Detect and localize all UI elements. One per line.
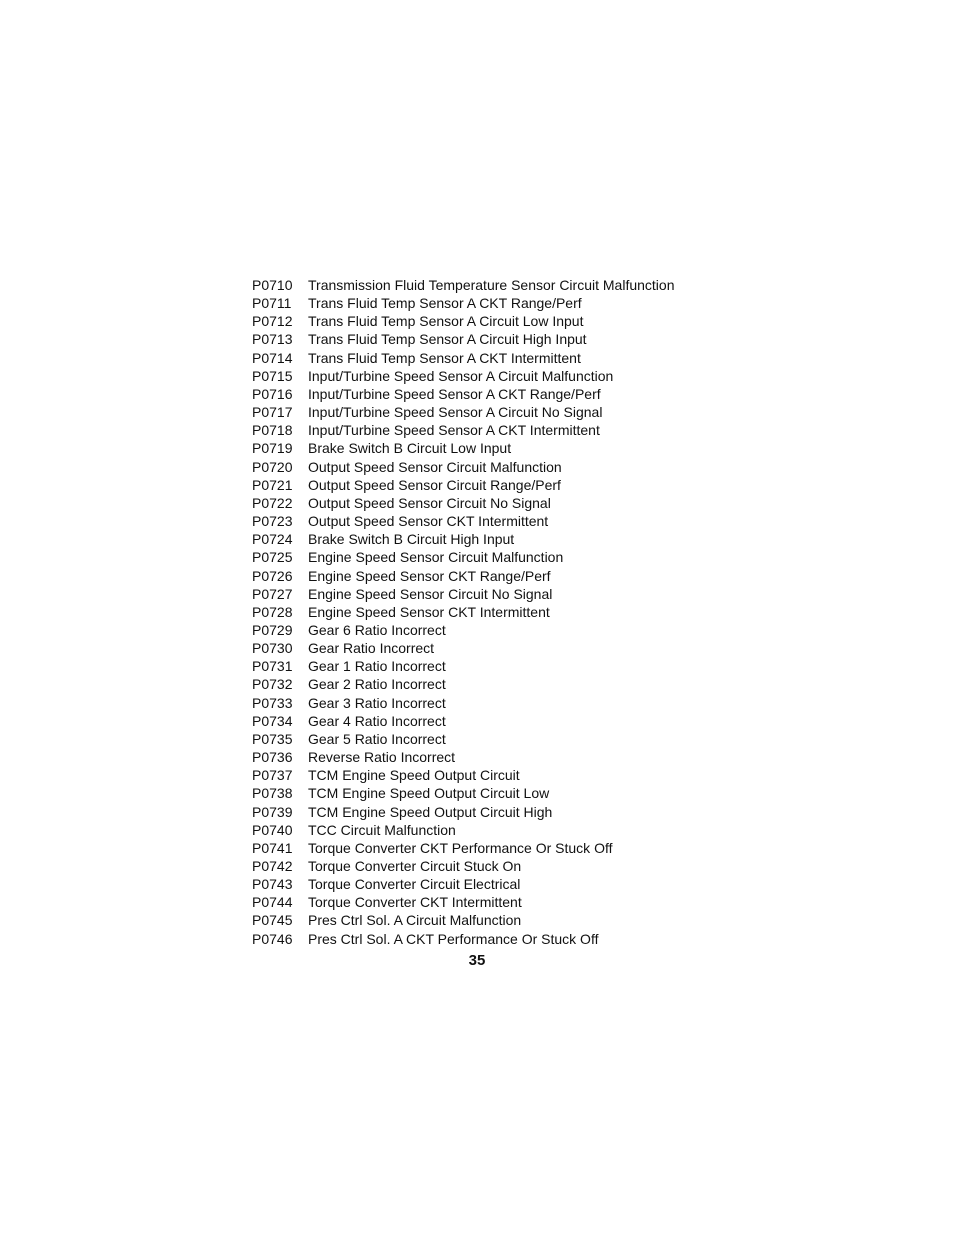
code-description: Gear 1 Ratio Incorrect (308, 658, 446, 675)
code-id: P0735 (252, 730, 293, 747)
code-row (252, 730, 772, 748)
code-row (252, 603, 772, 621)
code-id: P0714 (252, 349, 293, 366)
code-id: P0743 (252, 876, 293, 893)
code-row (252, 911, 772, 929)
code-id: P0725 (252, 549, 293, 566)
code-description: Torque Converter Circuit Stuck On (308, 858, 522, 874)
code-row (252, 349, 772, 367)
code-row (252, 766, 772, 784)
code-description: Torque Converter CKT Intermittent (308, 894, 522, 911)
code-id: P0716 (252, 385, 293, 402)
code-id: P0738 (252, 785, 293, 802)
code-row (252, 930, 772, 948)
code-row (252, 439, 772, 457)
code-description: Pres Ctrl Sol. A CKT Performance Or Stuck Off (308, 930, 599, 947)
code-id: P0737 (252, 767, 293, 784)
code-id: P0727 (252, 585, 293, 602)
code-description: Transmission Fluid Temperature Sensor Circuit Malfunction (308, 277, 675, 293)
code-description: Output Speed Sensor Circuit No Signal (308, 494, 551, 511)
code-row (252, 494, 772, 512)
code-row (252, 458, 772, 476)
code-row (252, 530, 772, 548)
code-description: Torque Converter CKT Performance Or Stuck Off (308, 839, 613, 856)
code-row (252, 893, 772, 911)
code-row (252, 621, 772, 639)
code-id: P0731 (252, 658, 293, 675)
code-id: P0741 (252, 839, 293, 856)
code-id: P0713 (252, 331, 293, 348)
code-description: Reverse Ratio Incorrect (308, 749, 456, 766)
code-id: P0739 (252, 803, 293, 820)
code-row (252, 748, 772, 766)
code-id: P0744 (252, 894, 293, 911)
code-description: Trans Fluid Temp Sensor A CKT Range/Perf (308, 295, 582, 312)
code-id: P0719 (252, 440, 293, 457)
code-description: TCM Engine Speed Output Circuit High (308, 803, 553, 820)
code-id: P0718 (252, 422, 293, 439)
code-row (252, 585, 772, 603)
code-row (252, 712, 772, 730)
code-description: Output Speed Sensor CKT Intermittent (308, 513, 549, 530)
code-id: P0720 (252, 458, 293, 475)
code-id: P0722 (252, 494, 293, 511)
code-description: Pres Ctrl Sol. A Circuit Malfunction (308, 912, 522, 929)
code-id: P0721 (252, 476, 293, 493)
code-id: P0724 (252, 531, 293, 548)
code-id: P0730 (252, 640, 293, 657)
code-row (252, 367, 772, 385)
code-row (252, 839, 772, 857)
code-id: P0715 (252, 367, 293, 384)
code-description: Engine Speed Sensor CKT Range/Perf (308, 567, 551, 584)
code-id: P0733 (252, 694, 293, 711)
code-description: TCM Engine Speed Output Circuit (308, 767, 520, 784)
code-row (252, 294, 772, 312)
code-row (252, 567, 772, 585)
code-description: Gear 5 Ratio Incorrect (308, 730, 446, 747)
code-description: Brake Switch B Circuit Low Input (308, 440, 512, 457)
code-row (252, 548, 772, 566)
code-row (252, 657, 772, 675)
code-id: P0711 (252, 295, 292, 312)
code-description: Input/Turbine Speed Sensor A Circuit No Signal (308, 404, 603, 421)
code-row (252, 821, 772, 839)
code-id: P0723 (252, 513, 293, 530)
code-id: P0740 (252, 821, 293, 838)
code-description: Output Speed Sensor Circuit Malfunction (308, 458, 562, 475)
code-row (252, 639, 772, 657)
trouble-code-list (252, 276, 772, 948)
page-number: 35 (468, 952, 486, 969)
code-row (252, 421, 772, 439)
code-description: Gear Ratio Incorrect (308, 640, 435, 657)
code-description: Input/Turbine Speed Sensor A CKT Range/Perf (308, 385, 601, 402)
code-description: Trans Fluid Temp Sensor A Circuit High Input (308, 331, 587, 348)
code-row (252, 330, 772, 348)
code-row (252, 385, 772, 403)
code-description: Gear 2 Ratio Incorrect (308, 676, 446, 693)
code-description: Engine Speed Sensor Circuit Malfunction (308, 549, 564, 566)
code-id: P0734 (252, 712, 293, 729)
code-description: Gear 6 Ratio Incorrect (308, 621, 446, 638)
code-description: Torque Converter Circuit Electrical (308, 876, 521, 893)
code-id: P0712 (252, 313, 293, 330)
code-id: P0726 (252, 567, 293, 584)
code-row (252, 875, 772, 893)
code-row (252, 403, 772, 421)
code-description: Gear 3 Ratio Incorrect (308, 694, 446, 711)
code-row (252, 276, 772, 294)
code-id: P0736 (252, 749, 293, 766)
code-id: P0732 (252, 676, 293, 693)
code-row (252, 694, 772, 712)
code-description: TCM Engine Speed Output Circuit Low (308, 785, 550, 802)
code-row (252, 312, 772, 330)
code-description: Trans Fluid Temp Sensor A CKT Intermittent (308, 349, 581, 366)
code-description: Input/Turbine Speed Sensor A CKT Intermittent (308, 422, 600, 439)
code-description: Trans Fluid Temp Sensor A Circuit Low Input (308, 313, 584, 330)
code-row (252, 476, 772, 494)
code-id: P0742 (252, 858, 293, 874)
code-description: Gear 4 Ratio Incorrect (308, 712, 446, 729)
code-id: P0729 (252, 621, 293, 638)
code-description: TCC Circuit Malfunction (308, 821, 456, 838)
code-description: Engine Speed Sensor CKT Intermittent (308, 603, 550, 620)
code-row (252, 803, 772, 821)
code-row (252, 512, 772, 530)
code-id: P0717 (252, 404, 293, 421)
code-id: P0710 (252, 277, 293, 293)
code-row (252, 857, 772, 875)
code-description: Input/Turbine Speed Sensor A Circuit Malfunction (308, 367, 614, 384)
code-description: Brake Switch B Circuit High Input (308, 531, 515, 548)
code-description: Output Speed Sensor Circuit Range/Perf (308, 476, 561, 493)
code-id: P0745 (252, 912, 293, 929)
code-id: P0746 (252, 930, 293, 947)
code-row (252, 784, 772, 802)
code-id: P0728 (252, 603, 293, 620)
code-row (252, 675, 772, 693)
code-description: Engine Speed Sensor Circuit No Signal (308, 585, 553, 602)
